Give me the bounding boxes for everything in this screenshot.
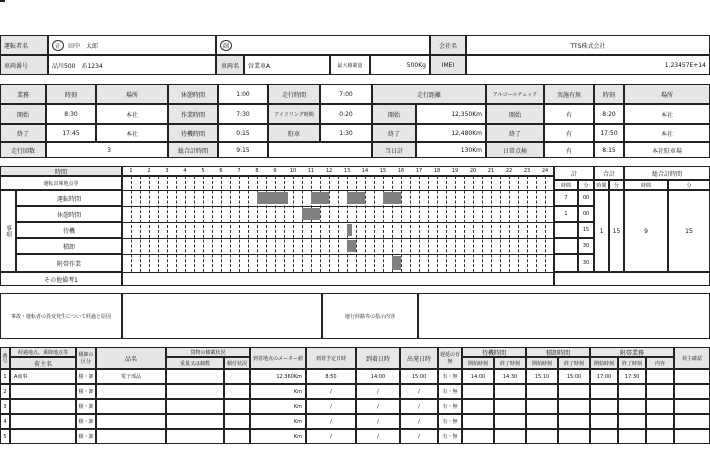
- idle-value[interactable]: 0:20: [320, 104, 372, 124]
- alc-start-impl[interactable]: 有: [544, 104, 594, 124]
- timeline-bar: [311, 192, 329, 204]
- cell-ws[interactable]: [462, 414, 494, 429]
- timeline-row-line: [122, 222, 554, 223]
- col-wait-start: 開始時刻: [462, 357, 494, 369]
- total-time-hour-label: 時間: [624, 180, 668, 190]
- timeline-row-line: [122, 254, 554, 255]
- col-delay: 遅延の有無: [438, 347, 462, 369]
- total-time-value[interactable]: 9:15: [218, 142, 268, 158]
- hour-label: 1: [129, 168, 133, 174]
- cell-load[interactable]: [224, 399, 250, 414]
- daily-check-impl[interactable]: 有: [544, 142, 594, 158]
- cell-content[interactable]: [646, 399, 674, 414]
- cell-shipper[interactable]: A商事: [10, 369, 76, 384]
- distance-label: 走行距離: [372, 84, 486, 104]
- col-wait: 待機時間: [462, 347, 526, 357]
- hour-label: 14: [361, 168, 369, 174]
- start-time[interactable]: 8:30: [46, 104, 96, 124]
- col-handle-start: 開始時刻: [526, 357, 558, 369]
- cell-hs[interactable]: 15:10: [526, 369, 558, 384]
- cell-weight[interactable]: [166, 384, 224, 399]
- hour-label: 24: [541, 168, 549, 174]
- cell-item[interactable]: [96, 384, 166, 399]
- row-total-hour: [554, 254, 578, 272]
- row-label-wait: 待機: [16, 222, 122, 238]
- driver-name: 田中 太郎: [68, 42, 99, 50]
- row-label-drive: 運転時間: [16, 190, 122, 206]
- cell-mark[interactable]: 積・卸: [76, 399, 96, 414]
- col-shipper: 荷主名: [10, 357, 76, 369]
- cell-arrive[interactable]: /: [356, 414, 400, 429]
- col-mark: 積卸の区分: [76, 347, 96, 369]
- cell-meter[interactable]: Km: [250, 414, 306, 429]
- cell-no: 1: [0, 369, 10, 384]
- cell-meter[interactable]: Km: [250, 399, 306, 414]
- dist-end-value[interactable]: 12,480Km: [416, 124, 486, 142]
- col-load: 積付状況: [224, 357, 250, 369]
- cell-he[interactable]: [558, 384, 590, 399]
- other-note-total: [554, 272, 710, 286]
- cell-delay[interactable]: 有・無: [438, 384, 462, 399]
- cell-delay[interactable]: 有・無: [438, 429, 462, 444]
- cell-ws[interactable]: [462, 399, 494, 414]
- row-label-handle: 積卸: [16, 238, 122, 254]
- cell-no: 2: [0, 384, 10, 399]
- time-header-2: 時刻: [594, 84, 624, 104]
- cell-meter[interactable]: Km: [250, 384, 306, 399]
- cell-shipper[interactable]: [10, 384, 76, 399]
- grand-hour-label: 時間: [594, 180, 609, 190]
- timeline-row-line: [122, 190, 554, 191]
- daily-check-place[interactable]: 本社駐車場: [624, 142, 710, 158]
- cell-he[interactable]: [558, 414, 590, 429]
- alc-start-time[interactable]: 8:20: [594, 104, 624, 124]
- trips-label: 走行回数: [0, 142, 46, 158]
- hour-label: 11: [307, 168, 315, 174]
- hour-label: 12: [325, 168, 333, 174]
- cell-we[interactable]: 14:30: [494, 369, 526, 384]
- cell-content[interactable]: [646, 369, 674, 384]
- row-total-minute: 00: [578, 206, 594, 222]
- route-label: 運行経路等の指示内容: [322, 293, 418, 339]
- cell-he[interactable]: [558, 429, 590, 444]
- cell-shipper[interactable]: [10, 429, 76, 444]
- blank-cell: [268, 142, 372, 158]
- cell-sched[interactable]: /: [306, 429, 356, 444]
- cell-shipper[interactable]: [10, 399, 76, 414]
- hour-label: 5: [201, 168, 205, 174]
- hour-label: 2: [147, 168, 151, 174]
- timeline-header: 時間: [0, 166, 122, 176]
- cell-os[interactable]: [590, 399, 618, 414]
- cell-arrive[interactable]: /: [356, 399, 400, 414]
- daily-check-time[interactable]: 8:15: [594, 142, 624, 158]
- cell-no: 4: [0, 414, 10, 429]
- hour-label: 17: [415, 168, 423, 174]
- time-header: 時刻: [46, 84, 96, 104]
- driver-label: 運転者名: [0, 35, 48, 55]
- col-arrive: 到着日時: [356, 347, 400, 369]
- cell-ws[interactable]: 14:00: [462, 369, 494, 384]
- hour-label: 13: [343, 168, 351, 174]
- cell-load[interactable]: [224, 369, 250, 384]
- cell-confirm[interactable]: [674, 414, 710, 429]
- cell-he[interactable]: 15:00: [558, 369, 590, 384]
- cell-delay[interactable]: 有・無: [438, 369, 462, 384]
- cell-content[interactable]: [646, 429, 674, 444]
- cell-meter[interactable]: 12,360Km: [250, 369, 306, 384]
- cell-mark[interactable]: 積・卸: [76, 384, 96, 399]
- max-load-label: 最大積載量: [330, 55, 370, 75]
- cell-mark[interactable]: 積・卸: [76, 414, 96, 429]
- col-weight: 重量又は個数: [166, 357, 224, 369]
- col-handle-end: 終了時刻: [558, 357, 590, 369]
- cell-we[interactable]: [494, 399, 526, 414]
- cell-item[interactable]: 電子部品: [96, 369, 166, 384]
- cell-delay[interactable]: 有・無: [438, 399, 462, 414]
- row-total-minute: 00: [578, 190, 594, 206]
- col-other: 附帯業務: [590, 347, 674, 357]
- cell-no: 3: [0, 399, 10, 414]
- cell-hs[interactable]: [526, 414, 558, 429]
- rest-label: 休憩時間: [168, 84, 218, 104]
- day-total-label: 当日計: [372, 142, 416, 158]
- incident-value[interactable]: [122, 293, 322, 339]
- col-other-end: 終了時刻: [618, 357, 646, 369]
- rest-value[interactable]: 1:00: [218, 84, 268, 104]
- grand-total-label: 合計: [594, 166, 624, 180]
- timeline-bar: [257, 192, 288, 204]
- cell-item[interactable]: [96, 429, 166, 444]
- col-cargo: 貨物の積載状況: [166, 347, 250, 357]
- cell-we[interactable]: [494, 414, 526, 429]
- cell-ws[interactable]: [462, 384, 494, 399]
- timeline-bar: [383, 192, 401, 204]
- cell-load[interactable]: [224, 384, 250, 399]
- row-total-minute: 30: [578, 238, 594, 254]
- cell-hs[interactable]: [526, 429, 558, 444]
- alc-start-place[interactable]: 本社: [624, 104, 710, 124]
- cell-he[interactable]: [558, 399, 590, 414]
- end-label: 終了: [0, 124, 46, 142]
- col-item: 品名: [96, 347, 166, 369]
- total-minute: 15: [668, 190, 710, 272]
- cell-depart[interactable]: /: [400, 399, 438, 414]
- col-handle: 積卸時間: [526, 347, 590, 357]
- cell-ws[interactable]: [462, 429, 494, 444]
- cell-meter[interactable]: Km: [250, 429, 306, 444]
- timeline-bar: [347, 224, 352, 236]
- total-time-label: 総合計時間: [168, 142, 218, 158]
- hour-label: 9: [273, 168, 277, 174]
- vehicle-no-value[interactable]: 品川500 あ1234: [48, 55, 216, 75]
- cell-item[interactable]: [96, 399, 166, 414]
- day-total-value[interactable]: 130Km: [416, 142, 486, 158]
- cell-load[interactable]: [224, 429, 250, 444]
- cell-oe[interactable]: [618, 429, 646, 444]
- cell-sched[interactable]: /: [306, 399, 356, 414]
- driver-badge: 正: [52, 40, 64, 51]
- imei-label: IMEI: [430, 55, 466, 75]
- vehicle-name-label: 車両名: [216, 55, 244, 75]
- start-place[interactable]: 本社: [96, 104, 168, 124]
- cell-depart[interactable]: /: [400, 429, 438, 444]
- alc-end-label: 終了: [486, 124, 544, 142]
- timeline-bar: [347, 192, 365, 204]
- hour-label: 3: [165, 168, 169, 174]
- driver-cell[interactable]: [48, 35, 216, 55]
- alcohol-label: アルコールチェック: [486, 84, 544, 104]
- cell-weight[interactable]: [166, 399, 224, 414]
- cell-oe[interactable]: 17:30: [618, 369, 646, 384]
- cell-mark[interactable]: 積・卸: [76, 369, 96, 384]
- hour-label: 8: [255, 168, 259, 174]
- row-total-hour: [554, 222, 578, 238]
- dist-start-label: 開始: [372, 104, 416, 124]
- timeline-bar: [347, 240, 356, 252]
- cell-confirm[interactable]: [674, 399, 710, 414]
- grand-minute: 15: [609, 190, 624, 272]
- cell-confirm[interactable]: [674, 384, 710, 399]
- cell-os[interactable]: 17:00: [590, 369, 618, 384]
- hour-label: 22: [505, 168, 513, 174]
- col-no: 番号: [0, 347, 10, 369]
- col-meter: 到着地点のメーター値: [250, 347, 306, 369]
- daily-check-label: 日常点検: [486, 142, 544, 158]
- cell-load[interactable]: [224, 414, 250, 429]
- timeline-row-line: [122, 272, 554, 273]
- cell-item[interactable]: [96, 414, 166, 429]
- cell-os[interactable]: [590, 429, 618, 444]
- start-label: 開始: [0, 104, 46, 124]
- impl-header: 実施有無: [544, 84, 594, 104]
- cell-hs[interactable]: [526, 399, 558, 414]
- x: [0, 0, 5, 2]
- idle-label: アイドリング時間: [268, 104, 320, 124]
- row-label-rest: 休憩時間: [16, 206, 122, 222]
- cell-weight[interactable]: [166, 369, 224, 384]
- row-total-hour: 1: [554, 206, 578, 222]
- wait-value[interactable]: 0:15: [218, 124, 268, 142]
- end-time[interactable]: 17:45: [46, 124, 96, 142]
- alc-end-impl[interactable]: 有: [544, 124, 594, 142]
- hour-label: 19: [451, 168, 459, 174]
- hour-label: 18: [433, 168, 441, 174]
- max-load-value[interactable]: 500Kg: [370, 55, 430, 75]
- hour-label: 6: [219, 168, 223, 174]
- alc-start-label: 開始: [486, 104, 544, 124]
- col-confirm: 荷主確認: [674, 347, 710, 369]
- hour-label: 16: [397, 168, 405, 174]
- cell-oe[interactable]: [618, 399, 646, 414]
- alc-end-place[interactable]: 本社: [624, 124, 710, 142]
- total-time-col-label: 総合計時間: [624, 166, 710, 180]
- total-time-minute-label: 分: [668, 180, 710, 190]
- cell-shipper[interactable]: [10, 414, 76, 429]
- trips-value[interactable]: 3: [46, 142, 168, 158]
- cell-hs[interactable]: [526, 384, 558, 399]
- row-total-minute: 15: [578, 222, 594, 238]
- hour-label: 21: [487, 168, 495, 174]
- park-label: 駐車: [268, 124, 320, 142]
- cell-content[interactable]: [646, 384, 674, 399]
- grand-minute-label: 分: [609, 180, 624, 190]
- cell-depart[interactable]: /: [400, 414, 438, 429]
- cell-depart[interactable]: 15:00: [400, 369, 438, 384]
- cell-we[interactable]: [494, 429, 526, 444]
- vehicle-name-value[interactable]: 営業車A: [244, 55, 330, 75]
- incident-label: 事故・運転者の異変発生について経過と原因: [0, 293, 122, 339]
- hour-label: 23: [523, 168, 531, 174]
- end-place[interactable]: 本社: [96, 124, 168, 142]
- hour-label: 20: [469, 168, 477, 174]
- cell-sched[interactable]: 8:50: [306, 369, 356, 384]
- cell-confirm[interactable]: [674, 369, 710, 384]
- cell-delay[interactable]: 有・無: [438, 414, 462, 429]
- cell-os[interactable]: [590, 384, 618, 399]
- hour-label: 7: [237, 168, 241, 174]
- cell-sched[interactable]: /: [306, 414, 356, 429]
- cell-depart[interactable]: /: [400, 384, 438, 399]
- hour-label: 4: [183, 168, 187, 174]
- timeline-bar: [302, 208, 320, 220]
- drive-label: 走行時間: [268, 84, 320, 104]
- timeline-row-line: [122, 206, 554, 207]
- timeline-row-line: [122, 238, 554, 239]
- total-hour-label: 時間: [554, 180, 578, 190]
- timeline-bar: [392, 256, 401, 270]
- sub-driver-cell[interactable]: [216, 35, 430, 55]
- hour-label: 15: [379, 168, 387, 174]
- col-origin: 経過地点、乗降地点等: [10, 347, 76, 357]
- place-header: 場所: [96, 84, 168, 104]
- work-header: 業務: [0, 84, 46, 104]
- dist-start-value[interactable]: 12,350Km: [416, 104, 486, 124]
- timeline-sub-header: 運転出庫地点等: [0, 176, 122, 190]
- imei-value[interactable]: 1.23457E+14: [466, 55, 710, 75]
- park-value[interactable]: 1:30: [320, 124, 372, 142]
- row-total-minute: 30: [578, 254, 594, 272]
- drive-value[interactable]: 7:00: [320, 84, 372, 104]
- cell-confirm[interactable]: [674, 429, 710, 444]
- cell-weight[interactable]: [166, 429, 224, 444]
- route-value[interactable]: [418, 293, 710, 339]
- total-col-label: 計: [554, 166, 594, 180]
- other-note-label: その他備考1: [0, 272, 122, 286]
- wait-label: 待機時間: [168, 124, 218, 142]
- work-time-value[interactable]: 7:30: [218, 104, 268, 124]
- cell-oe[interactable]: [618, 414, 646, 429]
- place-header-2: 場所: [624, 84, 710, 104]
- col-sched: 到着予定日時: [306, 347, 356, 369]
- dist-end-label: 終了: [372, 124, 416, 142]
- cell-no: 5: [0, 429, 10, 444]
- col-depart: 出発日時: [400, 347, 438, 369]
- cell-mark[interactable]: 積・卸: [76, 429, 96, 444]
- sub-badge: 副: [220, 40, 232, 51]
- alc-end-time[interactable]: 17:50: [594, 124, 624, 142]
- cell-oe[interactable]: [618, 384, 646, 399]
- col-wait-end: 終了時刻: [494, 357, 526, 369]
- cell-os[interactable]: [590, 414, 618, 429]
- company-value[interactable]: TTS株式会社: [466, 35, 710, 55]
- row-label-other-work: 附帯作業: [16, 254, 122, 272]
- row-total-hour: [554, 238, 578, 254]
- grand-hour: 1: [594, 190, 609, 272]
- vehicle-no-label: 車両番号: [0, 55, 48, 75]
- col-other-content: 内容: [646, 357, 674, 369]
- cell-content[interactable]: [646, 414, 674, 429]
- cell-we[interactable]: [494, 384, 526, 399]
- cell-sched[interactable]: /: [306, 384, 356, 399]
- cell-arrive[interactable]: 14:00: [356, 369, 400, 384]
- row-total-hour: 7: [554, 190, 578, 206]
- cell-arrive[interactable]: /: [356, 429, 400, 444]
- cell-weight[interactable]: [166, 414, 224, 429]
- cell-arrive[interactable]: /: [356, 384, 400, 399]
- total-hour: 9: [624, 190, 668, 272]
- side-label: 事項: [0, 190, 16, 272]
- work-time-label: 作業時間: [168, 104, 218, 124]
- total-minute-label: 分: [578, 180, 594, 190]
- company-label: 会社名: [430, 35, 466, 55]
- hour-label: 10: [289, 168, 297, 174]
- col-other-start: 開始時刻: [590, 357, 618, 369]
